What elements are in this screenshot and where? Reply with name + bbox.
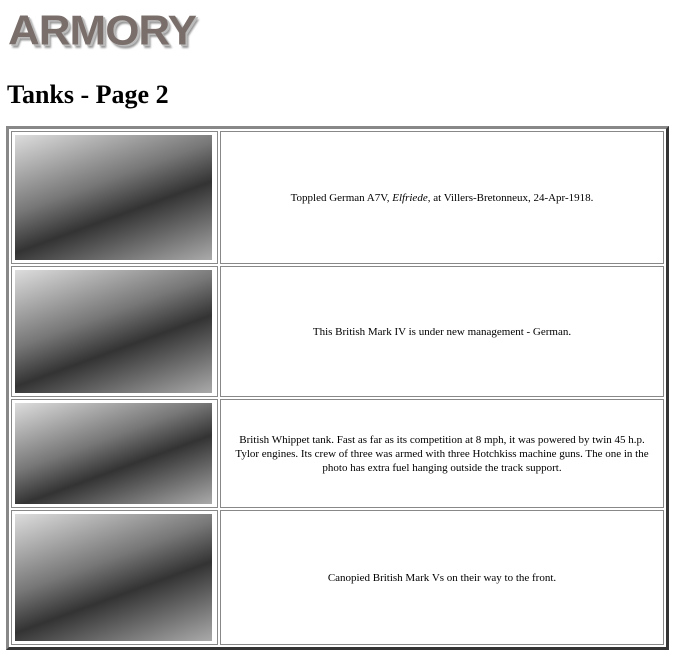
caption: British Whippet tank. Fast as far as its competition at 8 mph, it was powered by twin 45 h.p. Tylor engines. Its crew of three was armed with three Hotchkiss machine guns. The one in the photo has extra fuel hanging outside the track support. <box>220 399 664 508</box>
armory-logo: ARMORY <box>8 7 196 54</box>
caption-text: Toppled German A7V, <box>290 191 393 204</box>
caption-text: , at Villers-Bretonneux, 24-Apr-1918. <box>427 191 594 204</box>
mark-v-train-photo <box>15 514 212 641</box>
table-row <box>11 510 664 645</box>
table-row <box>11 131 664 264</box>
table-row <box>11 266 664 397</box>
whippet-photo <box>15 403 212 504</box>
table-row <box>11 399 664 508</box>
caption <box>220 131 664 264</box>
caption: This British Mark IV is under new management - German. <box>220 266 664 397</box>
page-title: Tanks - Page 2 <box>7 80 169 109</box>
tank-name: Elfriede <box>392 191 428 204</box>
caption: Canopied British Mark Vs on their way to the front. <box>220 510 664 645</box>
mark-iv-photo <box>15 270 212 393</box>
tanks-table <box>6 126 669 650</box>
toppled-a7v-photo <box>15 135 212 260</box>
